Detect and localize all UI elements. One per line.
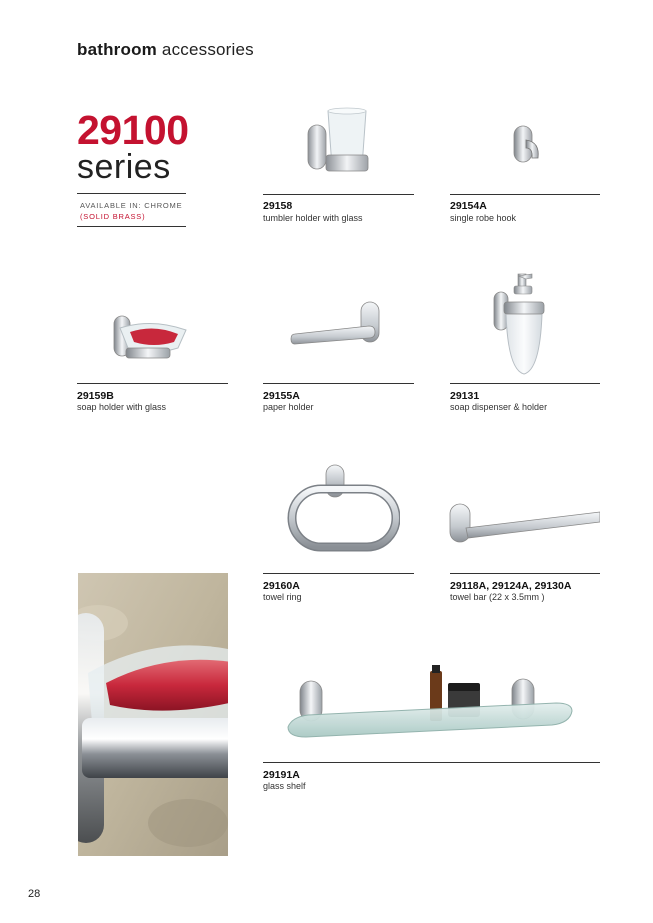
series-rule-bottom — [77, 226, 186, 227]
product-rule — [450, 383, 600, 384]
category-title-light: accessories — [161, 40, 254, 59]
availability-text: AVAILABLE IN: CHROME — [80, 201, 183, 210]
product-code: 29159B — [77, 390, 114, 402]
product-code: 29131 — [450, 390, 480, 402]
paper-holder-image — [289, 300, 397, 352]
series-word: series — [77, 148, 171, 186]
towel-ring-image — [284, 463, 400, 553]
product-description: single robe hook — [450, 213, 517, 223]
product-rule — [450, 194, 600, 195]
soap-holder-image — [108, 310, 190, 362]
product-code: 29118A, 29124A, 29130A — [450, 580, 572, 592]
product-rule — [77, 383, 228, 384]
product-code: 29191A — [263, 769, 300, 781]
glass-shelf-image — [284, 665, 576, 741]
product-code: 29160A — [263, 580, 300, 592]
product-code: 29154A — [450, 200, 487, 212]
product-rule — [263, 573, 414, 574]
series-rule-top — [77, 193, 186, 194]
product-code: 29155A — [263, 390, 300, 402]
category-title-bold: bathroom — [77, 40, 157, 59]
soap-holder-photo — [78, 573, 228, 856]
robe-hook-image — [508, 122, 544, 166]
product-description: towel ring — [263, 592, 302, 602]
product-description: soap holder with glass — [77, 402, 167, 412]
product-rule — [263, 194, 414, 195]
category-title — [77, 40, 254, 60]
soap-dispenser-image — [490, 270, 550, 378]
product-rule — [450, 573, 600, 574]
material-text: (SOLID BRASS) — [80, 212, 146, 221]
series-number: 29100 — [77, 107, 189, 153]
product-description: glass shelf — [263, 781, 306, 791]
product-description: soap dispenser & holder — [450, 402, 548, 412]
product-description: paper holder — [263, 402, 314, 412]
product-rule — [263, 762, 600, 763]
towel-bar-image — [446, 500, 600, 548]
tumbler-holder-image — [300, 105, 380, 183]
product-code: 29158 — [263, 200, 293, 212]
page-number: 28 — [28, 888, 41, 900]
product-rule — [263, 383, 414, 384]
product-description: towel bar (22 x 3.5mm ) — [450, 592, 545, 602]
product-description: tumbler holder with glass — [263, 213, 363, 223]
